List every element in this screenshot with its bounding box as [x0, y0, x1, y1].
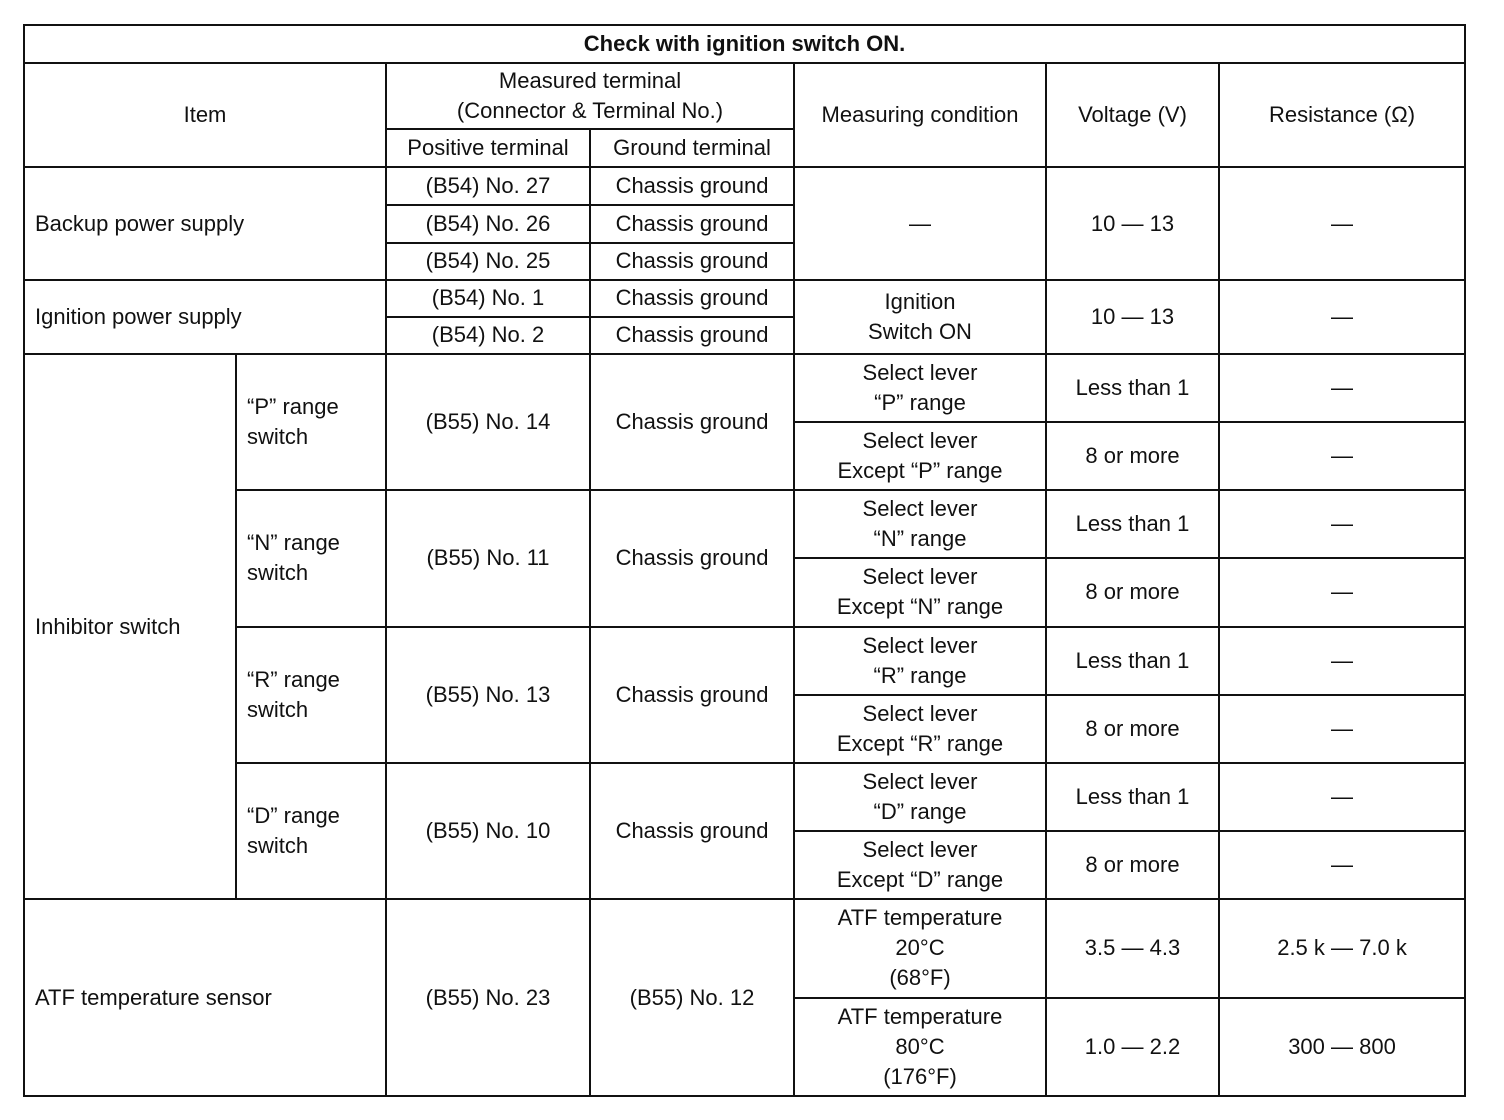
condition-line: Select lever [862, 564, 978, 590]
sub-item-line: “P” range [247, 394, 339, 420]
table-row [24, 167, 1465, 205]
condition-line: “R” range [873, 662, 967, 688]
ground-terminal-cell: Chassis ground [590, 167, 794, 205]
condition-line: Ignition [884, 288, 956, 314]
header-measured-terminal-line1: Measured terminal [498, 68, 682, 94]
sub-item-d-range [236, 763, 386, 899]
sub-item-line: switch [247, 560, 309, 586]
resistance-cell: 300 — 800 [1219, 998, 1465, 1096]
resistance-cell: — [1219, 831, 1465, 899]
condition-line: (68°F) [889, 965, 951, 991]
condition-line: Select lever [862, 428, 978, 454]
positive-terminal-cell: (B55) No. 13 [386, 627, 590, 763]
voltage-cell: 8 or more [1046, 831, 1219, 899]
resistance-cell: — [1219, 627, 1465, 695]
sub-item-line: “N” range [247, 530, 340, 556]
condition-line: Switch ON [868, 318, 972, 344]
positive-terminal-cell: (B54) No. 1 [386, 280, 590, 317]
ignition-check-table [23, 24, 1466, 1097]
condition-line: 20°C [895, 935, 945, 961]
sub-item-n-range [236, 490, 386, 626]
ground-terminal-cell: (B55) No. 12 [590, 899, 794, 1096]
condition-line: Except “P” range [837, 458, 1003, 484]
resistance-cell: — [1219, 422, 1465, 490]
resistance-cell: — [1219, 763, 1465, 831]
header-resistance: Resistance (Ω) [1219, 63, 1465, 167]
table-row [24, 627, 1465, 695]
condition-cell: — [794, 167, 1046, 279]
voltage-cell: Less than 1 [1046, 627, 1219, 695]
sub-item-line: switch [247, 696, 309, 722]
condition-cell [794, 422, 1046, 490]
voltage-cell: 8 or more [1046, 695, 1219, 763]
item-atf-temperature-sensor: ATF temperature sensor [24, 899, 386, 1096]
condition-cell [794, 354, 1046, 422]
resistance-cell: — [1219, 695, 1465, 763]
table-row [24, 490, 1465, 558]
ground-terminal-cell: Chassis ground [590, 280, 794, 317]
resistance-cell: 2.5 k — 7.0 k [1219, 899, 1465, 997]
condition-line: Select lever [862, 496, 978, 522]
resistance-cell: — [1219, 280, 1465, 354]
condition-line: Select lever [862, 359, 978, 385]
condition-line: Select lever [862, 700, 978, 726]
condition-line: (176°F) [883, 1063, 957, 1089]
table-row [24, 899, 1465, 997]
sub-item-line: “R” range [247, 666, 340, 692]
item-backup-power-supply: Backup power supply [24, 167, 386, 279]
table-row [24, 354, 1465, 422]
voltage-cell: 8 or more [1046, 422, 1219, 490]
condition-line: “N” range [873, 526, 967, 552]
ground-terminal-cell: Chassis ground [590, 243, 794, 280]
positive-terminal-cell: (B55) No. 14 [386, 354, 590, 490]
sub-item-line: “D” range [247, 803, 340, 829]
header-ground-terminal: Ground terminal [590, 129, 794, 167]
positive-terminal-cell: (B54) No. 27 [386, 167, 590, 205]
condition-line: “P” range [874, 389, 966, 415]
condition-line: Select lever [862, 837, 978, 863]
item-ignition-power-supply: Ignition power supply [24, 280, 386, 354]
ground-terminal-cell: Chassis ground [590, 490, 794, 626]
voltage-cell: 8 or more [1046, 558, 1219, 626]
condition-cell [794, 899, 1046, 997]
positive-terminal-cell: (B54) No. 25 [386, 243, 590, 280]
condition-line: Select lever [862, 632, 978, 658]
positive-terminal-cell: (B54) No. 26 [386, 205, 590, 242]
sub-item-p-range [236, 354, 386, 490]
header-positive-terminal: Positive terminal [386, 129, 590, 167]
table-row [24, 763, 1465, 831]
positive-terminal-cell: (B55) No. 11 [386, 490, 590, 626]
condition-cell [794, 831, 1046, 899]
header-item: Item [24, 63, 386, 167]
voltage-cell: 3.5 — 4.3 [1046, 899, 1219, 997]
positive-terminal-cell: (B55) No. 10 [386, 763, 590, 899]
condition-cell [794, 280, 1046, 354]
condition-cell [794, 695, 1046, 763]
sub-item-r-range [236, 627, 386, 763]
header-measured-terminal-line2: (Connector & Terminal No.) [456, 98, 724, 124]
resistance-cell: — [1219, 354, 1465, 422]
ground-terminal-cell: Chassis ground [590, 763, 794, 899]
condition-line: ATF temperature [837, 1003, 1003, 1029]
item-inhibitor-switch: Inhibitor switch [24, 354, 236, 900]
condition-cell [794, 627, 1046, 695]
condition-cell [794, 763, 1046, 831]
condition-line: Except “R” range [836, 730, 1004, 756]
table-row [24, 280, 1465, 317]
header-measuring-condition: Measuring condition [794, 63, 1046, 167]
voltage-cell: 10 — 13 [1046, 167, 1219, 279]
ground-terminal-cell: Chassis ground [590, 627, 794, 763]
ground-terminal-cell: Chassis ground [590, 317, 794, 354]
condition-line: Except “N” range [836, 594, 1004, 620]
sub-item-line: switch [247, 424, 309, 450]
header-voltage: Voltage (V) [1046, 63, 1219, 167]
positive-terminal-cell: (B55) No. 23 [386, 899, 590, 1096]
header-measured-terminal [386, 63, 794, 129]
condition-cell [794, 558, 1046, 626]
condition-line: Except “D” range [836, 867, 1004, 893]
resistance-cell: — [1219, 558, 1465, 626]
table-title: Check with ignition switch ON. [24, 25, 1465, 63]
condition-line: 80°C [895, 1033, 945, 1059]
voltage-cell: Less than 1 [1046, 763, 1219, 831]
voltage-cell: 10 — 13 [1046, 280, 1219, 354]
resistance-cell: — [1219, 490, 1465, 558]
voltage-cell: Less than 1 [1046, 490, 1219, 558]
resistance-cell: — [1219, 167, 1465, 279]
ground-terminal-cell: Chassis ground [590, 354, 794, 490]
ground-terminal-cell: Chassis ground [590, 205, 794, 242]
condition-line: “D” range [873, 799, 967, 825]
positive-terminal-cell: (B54) No. 2 [386, 317, 590, 354]
sub-item-line: switch [247, 833, 309, 859]
voltage-cell: Less than 1 [1046, 354, 1219, 422]
voltage-cell: 1.0 — 2.2 [1046, 998, 1219, 1096]
condition-line: Select lever [862, 769, 978, 795]
condition-cell [794, 998, 1046, 1096]
condition-cell [794, 490, 1046, 558]
condition-line: ATF temperature [837, 905, 1003, 931]
